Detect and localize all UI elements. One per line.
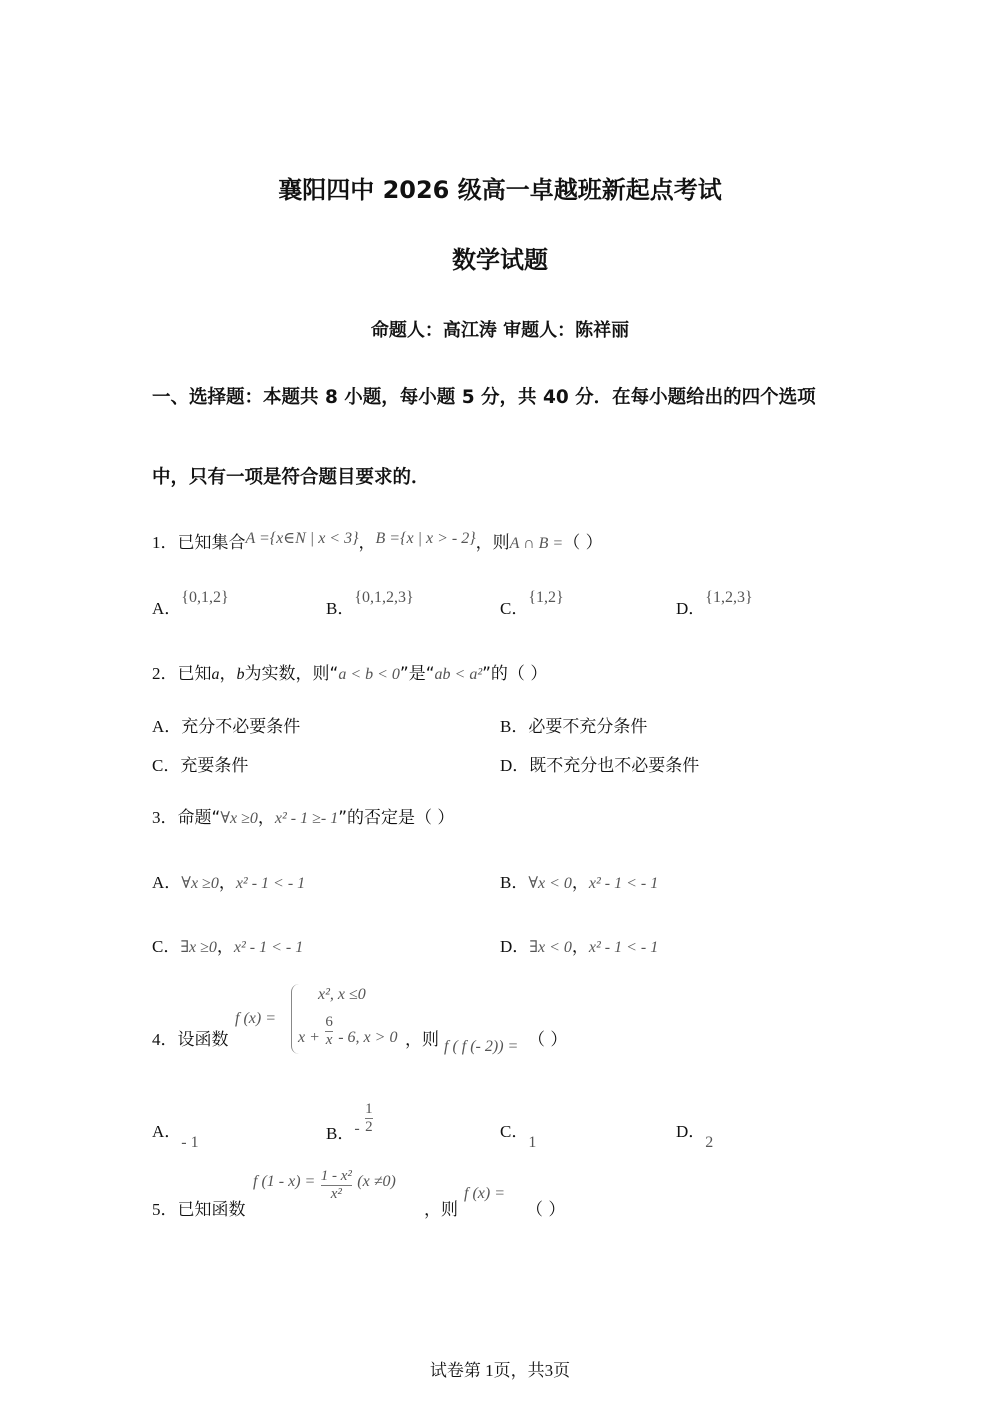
option-a <box>152 1117 199 1151</box>
fraction-numerator: 1 - x² <box>320 1168 352 1184</box>
option-c <box>500 589 564 619</box>
separator: ， <box>358 533 376 553</box>
piecewise-case-1: x², x ≤0 <box>318 986 366 1003</box>
variable-a: a <box>211 666 220 683</box>
question-text: ，则 <box>424 1200 458 1220</box>
option-a <box>152 589 229 619</box>
option-inequality: x² - 1 < - 1 <box>588 875 659 892</box>
option-quantifier: ∀x ≥0 <box>181 875 219 892</box>
option-sign: - <box>354 1120 360 1137</box>
equation-lhs: f (1 - x) = <box>253 1173 316 1190</box>
domain-condition: (x ≠0) <box>357 1173 396 1190</box>
fraction-denominator: 2 <box>365 1118 373 1135</box>
option-label: C． <box>500 599 529 618</box>
option-label: B． <box>500 717 529 736</box>
separator: ， <box>571 937 589 957</box>
option-value: 必要不充分条件 <box>528 717 648 737</box>
question-text: 已知函数 <box>177 1200 246 1220</box>
section-heading-line1: 一、选择题：本题共 8 小题，每小题 5 分，共 40 分．在每小题给出的四个选项 <box>152 387 816 408</box>
functional-equation <box>253 1168 396 1202</box>
fraction-numerator: 1 <box>365 1101 373 1117</box>
quantifier-expression: ∀x ≥0 <box>220 810 258 827</box>
option-value: 既不充分也不必要条件 <box>529 756 700 776</box>
question-text: ”的否定是（ ） <box>338 808 455 828</box>
option-label: C． <box>152 937 181 956</box>
question-text: 命题“ <box>177 808 221 828</box>
question-text: 为实数，则“ <box>244 664 339 684</box>
option-quantifier: ∃x ≥0 <box>180 939 217 956</box>
fraction-denominator: x² <box>330 1185 342 1202</box>
set-b-expression: B ={x | x > - 2} <box>375 530 476 547</box>
option-quantifier: ∃x < 0 <box>529 939 572 956</box>
option-d <box>500 751 699 776</box>
option-c <box>152 932 303 957</box>
option-d <box>676 1117 714 1151</box>
separator: ， <box>257 808 275 828</box>
variable-b: b <box>236 666 245 683</box>
option-a <box>152 712 300 737</box>
option-inequality: x² - 1 < - 1 <box>233 939 304 956</box>
set-a-expression: A ={x∈N | x < 3} <box>245 530 359 547</box>
question-number: 3． <box>152 808 178 827</box>
option-label: D． <box>500 937 530 956</box>
option-d <box>676 589 753 619</box>
option-label: A． <box>152 1122 182 1141</box>
option-value: - 1 <box>181 1134 199 1151</box>
option-c <box>152 751 248 776</box>
page-footer: 试卷第 1页，共3页 <box>429 1361 571 1380</box>
option-b <box>326 1101 373 1143</box>
option-label: D． <box>676 1122 706 1141</box>
question-2 <box>152 659 547 684</box>
option-c <box>500 1117 537 1151</box>
option-label: A． <box>152 717 182 736</box>
option-label: A． <box>152 873 182 892</box>
question-number: 5． <box>152 1200 178 1219</box>
option-d <box>500 932 658 957</box>
question-number: 1． <box>152 533 178 552</box>
fraction-numerator: 6 <box>325 1014 333 1030</box>
question-text: ”的（ ） <box>482 664 548 684</box>
question-text: 已知 <box>177 664 212 684</box>
option-value: {0,1,2} <box>181 589 229 606</box>
question-text: ，则 <box>475 533 510 553</box>
option-label: D． <box>500 756 530 775</box>
inequality-expression: x² - 1 ≥- 1 <box>274 810 339 827</box>
option-label: C． <box>500 1122 529 1141</box>
question-text: 设函数 <box>177 1030 229 1050</box>
option-value: {1,2,3} <box>705 589 753 606</box>
option-inequality: x² - 1 < - 1 <box>235 875 306 892</box>
exam-title: 襄阳四中 2026 级高一卓越班新起点考试 <box>278 176 722 204</box>
option-b <box>500 868 658 893</box>
question-text: 已知集合 <box>177 533 246 553</box>
option-label: B． <box>500 873 529 892</box>
option-a <box>152 868 305 893</box>
separator: ， <box>219 664 237 684</box>
answer-blank: （ ） <box>528 1030 568 1050</box>
answer-blank: （ ） <box>526 1200 566 1220</box>
option-value: 2 <box>705 1134 714 1151</box>
fraction-denominator: x <box>325 1031 333 1048</box>
answer-blank: （ ） <box>563 533 603 553</box>
question-3 <box>152 803 454 828</box>
option-b <box>326 589 414 619</box>
separator: ， <box>571 873 589 893</box>
question-4-label <box>152 1025 229 1050</box>
option-b <box>500 712 647 737</box>
exam-authors: 命题人：高江涛 审题人：陈祥丽 <box>370 320 630 341</box>
option-value: {1,2} <box>528 589 564 606</box>
option-inequality: x² - 1 < - 1 <box>588 939 659 956</box>
option-value: 充分不必要条件 <box>181 717 301 737</box>
question-1 <box>152 528 603 553</box>
piecewise-case-2 <box>298 1014 397 1048</box>
composite-expression: f ( f (- 2)) = <box>444 1038 519 1055</box>
case-2-term: - 6, x > 0 <box>338 1029 398 1046</box>
condition-2: ab < a² <box>434 666 483 683</box>
option-value: 充要条件 <box>180 756 249 776</box>
option-value: {0,1,2,3} <box>354 589 414 606</box>
function-name: f (x) = <box>464 1185 505 1202</box>
fraction <box>325 1014 333 1048</box>
exam-subtitle: 数学试题 <box>452 246 548 274</box>
condition-1: a < b < 0 <box>338 666 400 683</box>
option-label: B． <box>326 599 355 618</box>
option-label: D． <box>676 599 706 618</box>
option-label: C． <box>152 756 181 775</box>
intersection-expression: A ∩ B = <box>509 535 564 552</box>
separator: ， <box>216 937 234 957</box>
option-quantifier: ∀x < 0 <box>528 875 572 892</box>
question-5-label <box>152 1195 246 1220</box>
option-value: 1 <box>528 1134 537 1151</box>
fraction <box>365 1101 373 1135</box>
question-text: ”是“ <box>399 664 435 684</box>
fraction <box>321 1168 352 1202</box>
question-number: 4． <box>152 1030 178 1049</box>
case-2-term: x + <box>298 1029 320 1046</box>
section-heading-line2: 中，只有一项是符合题目要求的． <box>152 467 430 488</box>
question-text: ，则 <box>405 1030 439 1050</box>
option-label: A． <box>152 599 182 618</box>
option-label: B． <box>326 1124 355 1143</box>
separator: ， <box>218 873 236 893</box>
function-name: f (x) = <box>235 1010 276 1027</box>
question-number: 2． <box>152 664 178 683</box>
